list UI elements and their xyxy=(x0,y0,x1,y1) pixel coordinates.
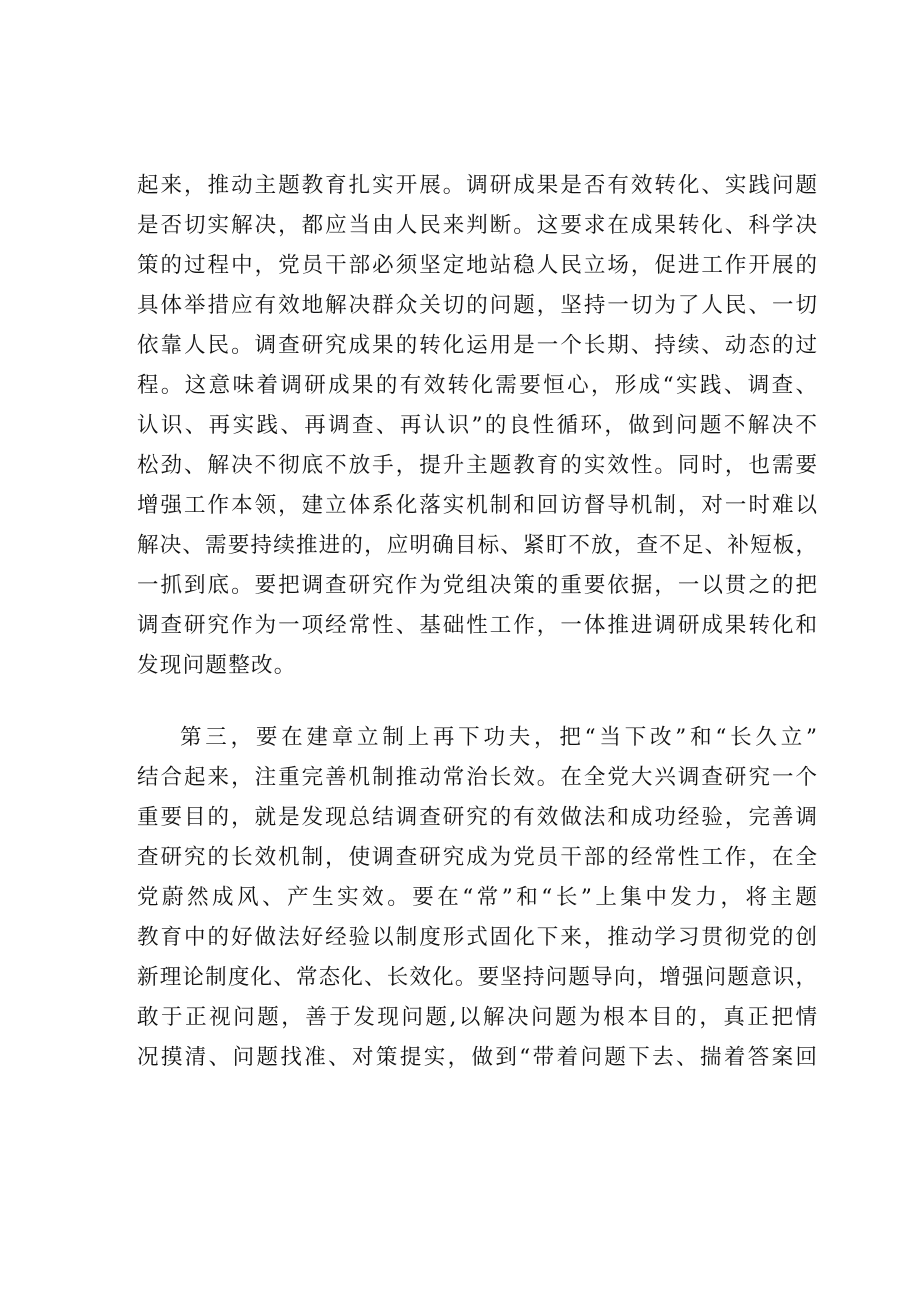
paragraph-line: 具体举措应有效地解决群众关切的问题，坚持一切为了人民、一切 xyxy=(137,293,817,318)
paragraph-line: 一抓到底。要把调查研究作为党组决策的重要依据，一以贯之的把 xyxy=(137,573,817,598)
paragraph-2 xyxy=(137,718,817,1078)
paragraph-line: 结合起来，注重完善机制推动常治长效。在全党大兴调查研究一个 xyxy=(137,765,817,790)
paragraph-1 xyxy=(137,166,817,686)
paragraph-line: 党蔚然成风、产生实效。要在“常”和“长”上集中发力，将主题 xyxy=(137,885,817,910)
paragraph-line: 况摸清、问题找准、对策提实，做到“带着问题下去、揣着答案回 xyxy=(137,1045,817,1070)
paragraph-line: 认识、再实践、再调查、再认识”的良性循环，做到问题不解决不 xyxy=(137,413,817,438)
paragraph-line: 查研究的长效机制，使调查研究成为党员干部的经常性工作，在全 xyxy=(137,845,817,870)
paragraph-line: 策的过程中，党员干部必须坚定地站稳人民立场，促进工作开展的 xyxy=(137,253,817,278)
paragraph-line: 敢于正视问题，善于发现问题,以解决问题为根本目的，真正把情 xyxy=(137,1005,817,1030)
paragraph-line: 新理论制度化、常态化、长效化。要坚持问题导向，增强问题意识， xyxy=(137,965,817,990)
paragraph-line: 教育中的好做法好经验以制度形式固化下来，推动学习贯彻党的创 xyxy=(137,925,817,950)
paragraph-line: 解决、需要持续推进的，应明确目标、紧盯不放，查不足、补短板， xyxy=(137,533,817,558)
paragraph-line: 重要目的，就是发现总结调查研究的有效做法和成功经验，完善调 xyxy=(137,805,817,830)
paragraph-line: 依靠人民。调查研究成果的转化运用是一个长期、持续、动态的过 xyxy=(137,333,817,358)
paragraph-line: 调查研究作为一项经常性、基础性工作，一体推进调研成果转化和 xyxy=(137,613,817,638)
paragraph-line: 发现问题整改。 xyxy=(137,653,297,678)
paragraph-line: 起来，推动主题教育扎实开展。调研成果是否有效转化、实践问题 xyxy=(137,173,817,198)
paragraph-line: 松劲、解决不彻底不放手，提升主题教育的实效性。同时，也需要 xyxy=(137,453,817,478)
paragraph-line: 程。这意味着调研成果的有效转化需要恒心，形成“实践、调查、 xyxy=(137,373,817,398)
paragraph-line: 增强工作本领，建立体系化落实机制和回访督导机制，对一时难以 xyxy=(137,493,817,518)
paragraph-line: 第三，要在建章立制上再下功夫，把“当下改”和“长久立” xyxy=(180,725,817,750)
paragraph-line: 是否切实解决，都应当由人民来判断。这要求在成果转化、科学决 xyxy=(137,213,817,238)
